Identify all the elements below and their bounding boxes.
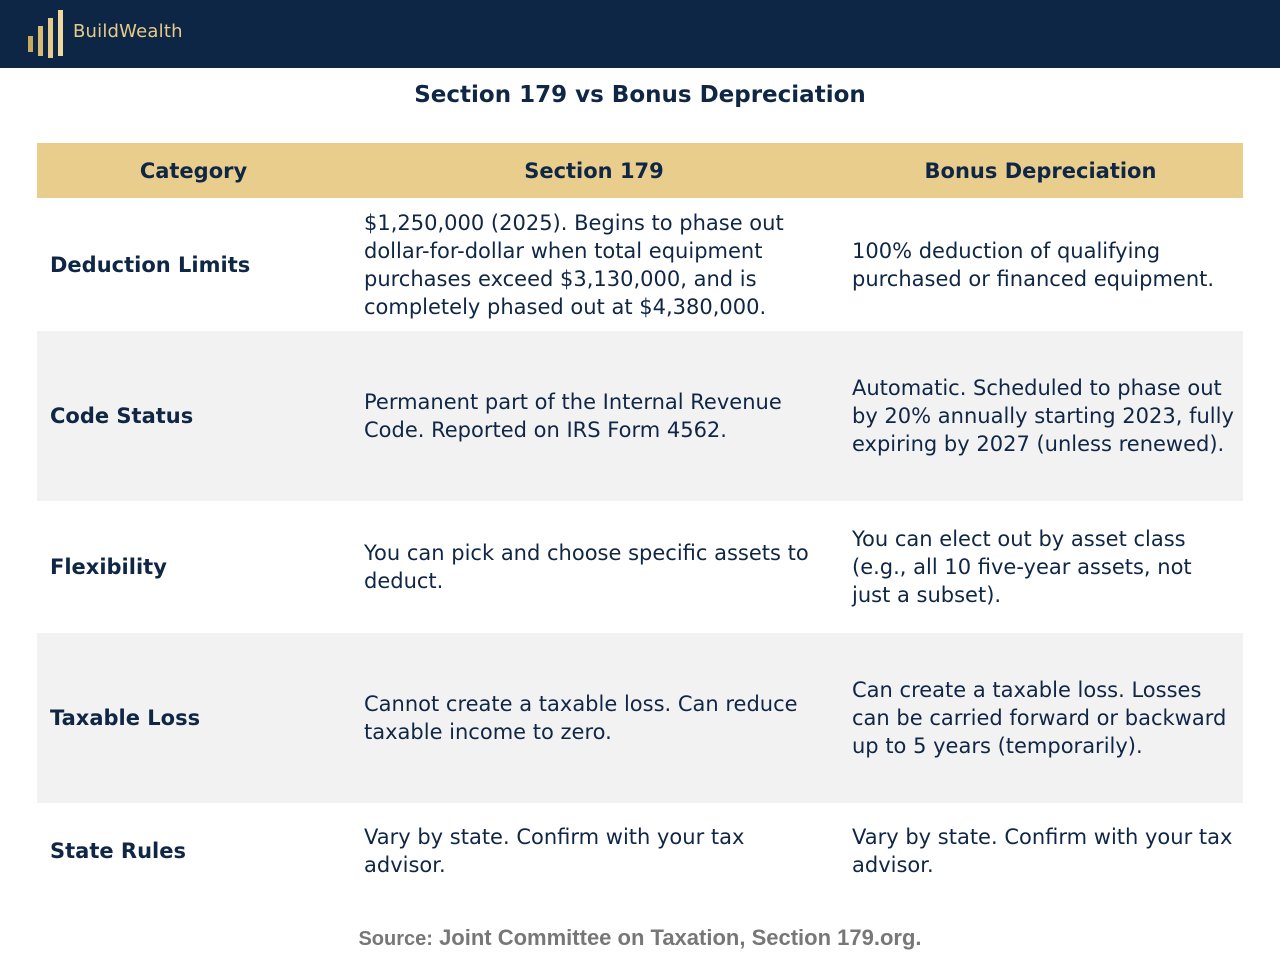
column-header-bonus-depreciation: Bonus Depreciation bbox=[924, 158, 1157, 183]
table-row-state-rules bbox=[37, 803, 1243, 899]
row-category: Flexibility bbox=[50, 555, 167, 579]
row-category: Code Status bbox=[50, 404, 194, 428]
section-179-cell: $1,250,000 (2025). Begins to phase out dollar-for-dollar when total equipment purchases exceed $3,130,000, and is completely phased out at $4,380,000. bbox=[364, 210, 784, 319]
buildwealth-logo-icon bbox=[26, 8, 66, 60]
section-179-cell: Permanent part of the Internal Revenue Code. Reported on IRS Form 4562. bbox=[364, 390, 782, 442]
row-category: Taxable Loss bbox=[50, 706, 201, 730]
bonus-depreciation-cell: Vary by state. Confirm with your tax advisor. bbox=[852, 825, 1233, 877]
table-row-deduction-limits bbox=[37, 198, 1243, 331]
source-label: Source: bbox=[358, 928, 433, 950]
column-header-category: Category bbox=[139, 158, 248, 183]
section-179-cell: You can pick and choose specific assets to deduct. bbox=[364, 541, 809, 593]
comparison-table bbox=[37, 143, 1243, 899]
row-category: Deduction Limits bbox=[50, 252, 251, 277]
top-header-bar bbox=[0, 0, 1280, 68]
bonus-depreciation-cell: Automatic. Scheduled to phase out by 20% annually starting 2023, fully expiring by 2027 (unless renewed). bbox=[852, 376, 1234, 456]
section-179-cell: Vary by state. Confirm with your tax advisor. bbox=[364, 825, 745, 877]
source-text: Joint Committee on Taxation, Section 179.org. bbox=[439, 925, 922, 950]
brand-name[interactable]: BuildWealth bbox=[73, 21, 183, 42]
table-row-code-status bbox=[37, 331, 1243, 501]
column-header-section-179: Section 179 bbox=[524, 158, 664, 183]
section-179-cell: Cannot create a taxable loss. Can reduce taxable income to zero. bbox=[364, 692, 798, 744]
table-row-flexibility bbox=[37, 501, 1243, 633]
page-title: Section 179 vs Bonus Depreciation bbox=[414, 82, 866, 108]
bonus-depreciation-cell: Can create a taxable loss. Losses can be carried forward or backward up to 5 years (temporarily). bbox=[852, 678, 1227, 758]
bonus-depreciation-cell: You can elect out by asset class (e.g., all 10 five-year assets, not just a subset). bbox=[852, 527, 1192, 607]
bonus-depreciation-cell: 100% deduction of qualifying purchased or financed equipment. bbox=[852, 238, 1215, 291]
table-header-row bbox=[37, 143, 1243, 198]
source-note bbox=[0, 925, 1280, 951]
row-category: State Rules bbox=[50, 839, 186, 863]
table-row-taxable-loss bbox=[37, 633, 1243, 803]
